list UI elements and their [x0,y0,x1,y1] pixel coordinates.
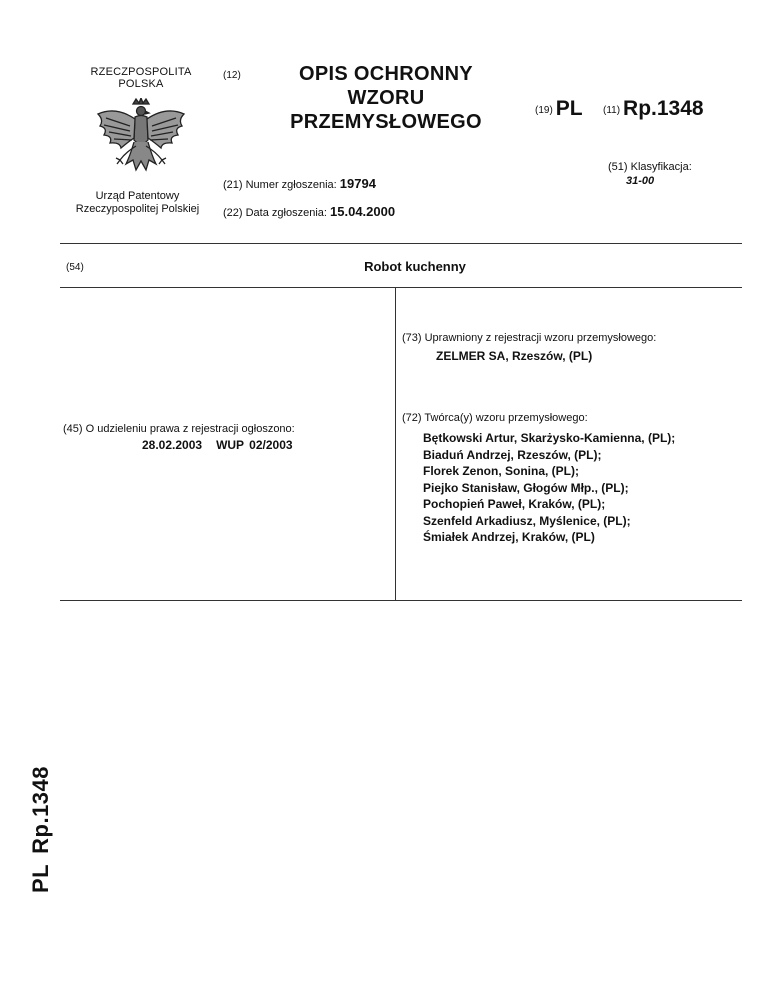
creators-label: (72) Twórca(y) wzoru przemysłowego: [402,412,588,424]
eagle-emblem-icon [86,98,196,184]
creator-item: Biaduń Andrzej, Rzeszów, (PL); [423,447,602,462]
office-line-2: Rzeczypospolitej Polskiej [75,203,200,215]
country-code-label: (19) [535,105,553,116]
patent-office-name [55,190,220,216]
country-line-1: RZECZPOSPOLITA [90,66,192,78]
title-line-1: OPIS OCHRONNY [299,63,473,85]
creator-item: Piejko Stanisław, Głogów Młp., (PL); [423,480,629,495]
title-line-3: PRZEMYSŁOWEGO [290,111,482,133]
application-number-label: (21) Numer zgłoszenia: [223,179,337,191]
creator-item: Pochopień Paweł, Kraków, (PL); [423,497,606,511]
application-date-value: 15.04.2000 [330,204,396,219]
application-date-label: (22) Data zgłoszenia: [223,207,327,219]
holder-name: ZELMER SA, Rzeszów, (PL) [436,349,593,363]
holder-label: (73) Uprawniony z rejestracji wzoru przemysłowego: [402,332,657,344]
side-number: Rp.1348 [28,765,53,854]
application-number [223,176,376,191]
title-divider [60,287,742,288]
registration-number-value: Rp.1348 [623,97,704,120]
country-code-value: PL [555,97,583,120]
registration-number-label: (11) [603,105,621,116]
country-line-2: POLSKA [118,78,164,90]
product-name: Robot kuchenny [364,259,466,274]
document-kind-code: (12) [223,70,241,81]
classification-label: (51) Klasyfikacja: [608,161,692,173]
creator-item: Śmiałek Andrzej, Kraków, (PL) [423,530,595,544]
footer-divider [60,600,742,601]
grant-details [142,438,293,452]
column-divider [395,287,396,600]
creator-item: Szenfeld Arkadiusz, Myślenice, (PL); [423,513,631,528]
grant-date: 28.02.2003 [142,438,203,452]
creator-item: Florek Zenon, Sonina, (PL); [423,464,579,478]
country-code [535,97,583,121]
side-country: PL [28,863,53,893]
document-title [266,62,506,134]
classification [608,160,692,188]
title-line-2: WZORU [347,87,425,109]
grant-bulletin: WUP 02/2003 [216,438,293,452]
application-number-value: 19794 [339,176,376,191]
registration-number [603,97,704,121]
product-tag: (54) [66,262,84,273]
creator-item: Bętkowski Artur, Skarżysko-Kamienna, (PL); [423,431,676,445]
application-date [223,204,395,219]
grant-label: (45) O udzieleniu prawa z rejestracji ogłoszono: [63,423,295,435]
office-line-1: Urząd Patentowy [95,190,180,202]
creators-list [423,430,675,546]
header-divider [60,243,742,244]
side-registration-label [28,766,54,893]
country-name [66,66,216,90]
classification-value: 31-00 [626,175,655,187]
